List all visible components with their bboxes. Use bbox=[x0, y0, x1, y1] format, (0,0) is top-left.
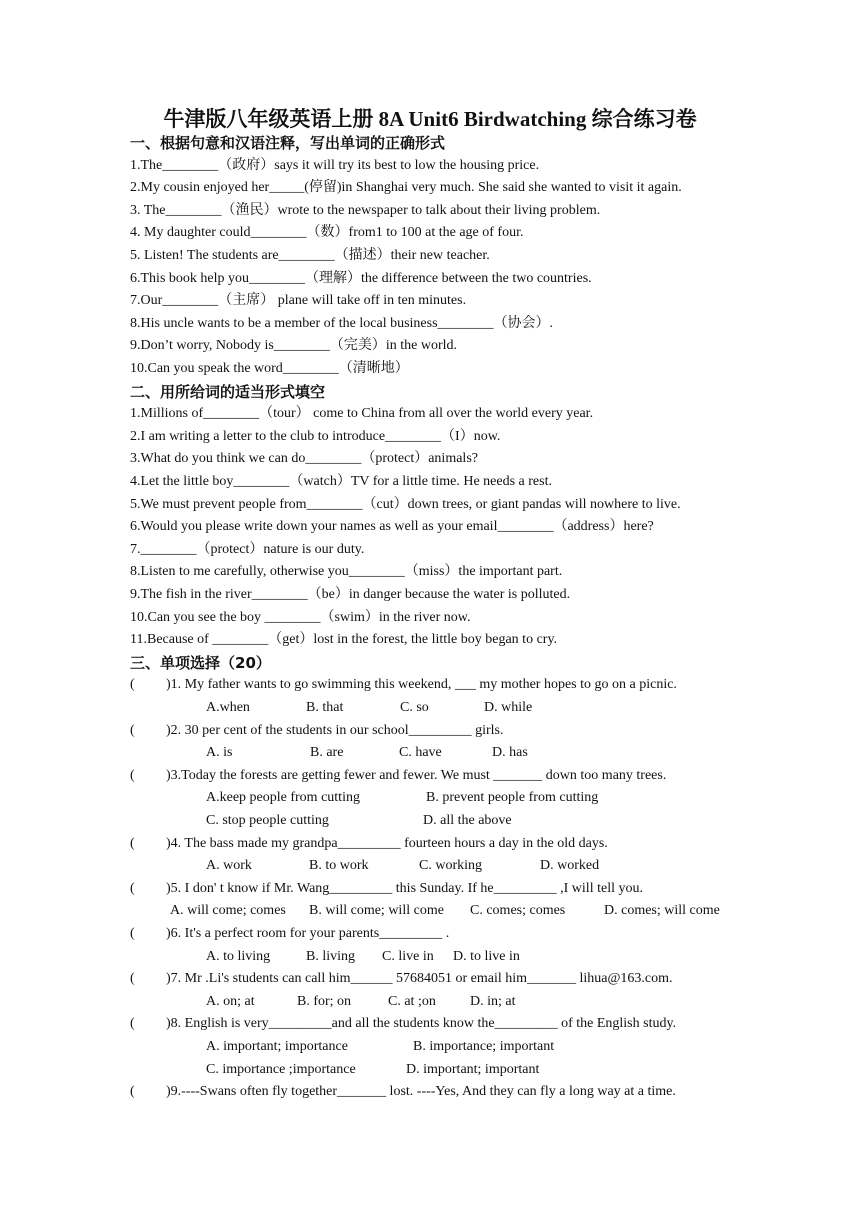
answer-option: A.keep people from cutting bbox=[206, 790, 360, 806]
page-title: 牛津版八年级英语上册 8A Unit6 Birdwatching 综合练习卷 bbox=[163, 107, 697, 131]
choice-question bbox=[130, 766, 666, 786]
answer-option: D. important; important bbox=[406, 1061, 540, 1077]
answer-option: B. to work bbox=[309, 858, 369, 874]
answer-option: B. will come; will come bbox=[309, 903, 444, 919]
question-stem: )2. 30 per cent of the students in our school_________ girls. bbox=[166, 722, 504, 738]
question-stem: )7. Mr .Li's students can call him______ 57684051 or email him_______ lihua@163.com. bbox=[166, 971, 673, 987]
question-item: 6.This book help you________（理解）the difference between the two countries. bbox=[130, 270, 592, 286]
answer-option: A.when bbox=[206, 700, 250, 715]
choice-question bbox=[130, 924, 449, 944]
question-item: 7.________（protect）nature is our duty. bbox=[130, 541, 365, 557]
answer-option: A. will come; comes bbox=[170, 903, 286, 919]
question-item: 8.His uncle wants to be a member of the local business________（协会）. bbox=[130, 315, 554, 331]
answer-option: C. stop people cutting bbox=[206, 813, 329, 828]
answer-option: B. for; on bbox=[297, 993, 352, 1009]
answer-option: B. that bbox=[306, 700, 344, 715]
answer-bracket: ( bbox=[130, 677, 135, 693]
answer-option: D. has bbox=[492, 745, 528, 761]
question-stem: )3.Today the forests are getting fewer and fewer. We must _______ down too many trees. bbox=[166, 767, 667, 783]
section-heading-2: 二、用所给词的适当形式填空 bbox=[130, 382, 326, 401]
answer-bracket: ( bbox=[130, 880, 135, 896]
choice-question bbox=[130, 969, 673, 989]
choice-question bbox=[130, 675, 677, 695]
answer-option: D. to live in bbox=[453, 948, 520, 964]
section-heading-1: 一、根据句意和汉语注释，写出单词的正确形式 bbox=[130, 134, 446, 152]
answer-option: A. is bbox=[206, 745, 233, 761]
choice-question bbox=[130, 1014, 676, 1034]
question-stem: )5. I don' t know if Mr. Wang_________ this Sunday. If he_________ ,I will tell you. bbox=[166, 880, 643, 896]
choice-question bbox=[130, 721, 504, 741]
question-item: 3.What do you think we can do________（protect）animals? bbox=[130, 451, 478, 467]
answer-option: C. comes; comes bbox=[470, 903, 566, 919]
answer-bracket: ( bbox=[130, 926, 135, 941]
answer-option: C. importance ;importance bbox=[206, 1061, 356, 1077]
choice-question bbox=[130, 1082, 676, 1102]
answer-option: B. are bbox=[310, 745, 344, 761]
question-item: 5.We must prevent people from________（cut）down trees, or giant pandas will nowhere to live. bbox=[130, 496, 681, 512]
answer-option: D. comes; will come bbox=[604, 903, 720, 919]
question-item: 4. My daughter could________（数）from1 to 100 at the age of four. bbox=[130, 225, 524, 241]
question-stem: )8. English is very_________and all the students know the_________ of the English study. bbox=[166, 1016, 677, 1032]
answer-option: A. work bbox=[206, 858, 252, 874]
question-stem: )1. My father wants to go swimming this weekend, ___ my mother hopes to go on a picnic. bbox=[166, 677, 677, 693]
section-heading-3: 三、单项选择（20） bbox=[130, 653, 271, 672]
answer-option: B. prevent people from cutting bbox=[426, 790, 599, 806]
question-stem: )4. The bass made my grandpa_________ fourteen hours a day in the old days. bbox=[166, 835, 608, 851]
answer-option: A. to living bbox=[206, 948, 271, 964]
answer-option: A. important; importance bbox=[206, 1039, 348, 1054]
answer-option: D. while bbox=[484, 700, 533, 715]
answer-option: B. living bbox=[306, 948, 356, 964]
question-item: 8.Listen to me carefully, otherwise you________（miss）the important part. bbox=[130, 564, 563, 580]
answer-bracket: ( bbox=[130, 722, 135, 738]
question-item: 2.My cousin enjoyed her_____(停留)in Shanghai very much. She said she wanted to visit it again. bbox=[130, 180, 682, 196]
answer-option: B. importance; important bbox=[413, 1039, 555, 1054]
answer-option: C. live in bbox=[382, 948, 434, 964]
answer-bracket: ( bbox=[130, 835, 135, 851]
choice-question bbox=[130, 879, 643, 899]
question-stem: )9.----Swans often fly together_______ lost. ----Yes, And they can fly a long way at a time. bbox=[166, 1084, 676, 1100]
answer-option: A. on; at bbox=[206, 993, 255, 1009]
answer-option: C. at ;on bbox=[388, 993, 436, 1009]
question-item: 3. The________（渔民）wrote to the newspaper to talk about their living problem. bbox=[130, 202, 601, 218]
answer-bracket: ( bbox=[130, 971, 135, 987]
answer-option: D. all the above bbox=[423, 813, 512, 828]
choice-question bbox=[130, 834, 608, 854]
answer-option: D. worked bbox=[540, 858, 600, 874]
question-item: 1.The________（政府）says it will try its best to low the housing price. bbox=[130, 157, 540, 173]
question-item: 7.Our________（主席） plane will take off in ten minutes. bbox=[130, 293, 467, 309]
question-item: 6.Would you please write down your names as well as your email________（address）here? bbox=[130, 519, 654, 535]
question-item: 10.Can you see the boy ________（swim）in the river now. bbox=[130, 609, 471, 625]
question-item: 9.Don’t worry, Nobody is________（完美）in the world. bbox=[130, 338, 458, 354]
question-item: 4.Let the little boy________（watch）TV for a little time. He needs a rest. bbox=[130, 474, 552, 489]
question-item: 2.I am writing a letter to the club to introduce________（I）now. bbox=[130, 428, 501, 444]
question-stem: )6. It's a perfect room for your parents_________ . bbox=[166, 926, 450, 941]
answer-option: C. so bbox=[400, 700, 429, 715]
answer-option: C. have bbox=[399, 745, 442, 761]
question-item: 9.The fish in the river________（be）in danger because the water is polluted. bbox=[130, 587, 571, 602]
question-item: 5. Listen! The students are________（描述）their new teacher. bbox=[130, 248, 490, 263]
answer-bracket: ( bbox=[130, 1084, 135, 1100]
answer-bracket: ( bbox=[130, 1016, 135, 1032]
question-item: 10.Can you speak the word________（清晰地） bbox=[130, 361, 409, 376]
question-item: 11.Because of ________（get）lost in the forest, the little boy began to cry. bbox=[130, 632, 558, 648]
answer-bracket: ( bbox=[130, 767, 135, 783]
answer-option: C. working bbox=[419, 858, 482, 874]
answer-option: D. in; at bbox=[470, 993, 516, 1009]
question-item: 1.Millions of________（tour） come to China from all over the world every year. bbox=[130, 406, 594, 422]
